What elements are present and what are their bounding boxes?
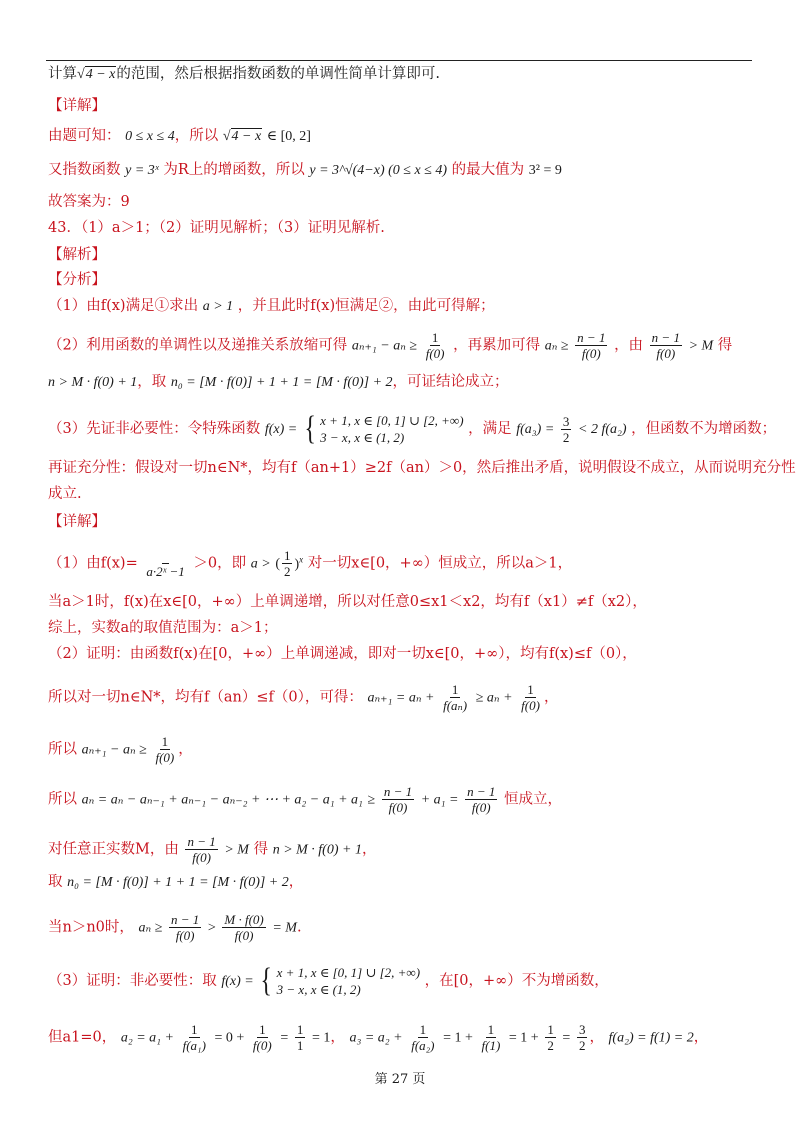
detail-line-6: 所以 aₙ₊₁ − aₙ ≥ $\frac{1}{f(0)}$ ，: [48, 734, 193, 765]
analysis-part-1: （1）由f(x)满足①求出 a > 1 ，并且此时f(x)恒满足②，由此可得解；: [48, 298, 495, 314]
fraction: $\frac{n - 1}{f(0)}$: [577, 330, 606, 361]
fraction: $\frac{1}{1}$: [296, 1022, 304, 1053]
fraction: $\frac{M \cdot f(0)}{f(0)}$: [224, 912, 264, 943]
analysis-sufficiency-end: 成立.: [48, 486, 82, 502]
detail-line-12: 但a1=0， a₂ = a₁ + $\frac{1}{\text{f(a₁)}}$ = 0 + $\frac{1}{f(0)}$ = $\frac{1}{1}$ = 1， a₃ = a₂ + $\frac{1}{\text{f(a₂)}}$ = 1 + $\frac{1}{f(1)}$ = 1 + $\frac{1}{2}$ = $\frac{3}{2}$ ， f(a₂) = f(1) = 2，: [48, 1022, 709, 1053]
question-43-answers: 43．（1）a＞1；（2）证明见解析；（3）证明见解析.: [48, 220, 385, 236]
fraction: $\frac{1}{\text{f(aₙ)}}$: [443, 682, 468, 713]
detail-line-9: 取 n₀ = [M · f(0)] + 1 + 1 = [M · f(0)] + 2，: [48, 874, 304, 890]
analysis-part-2b: n > M · f(0) + 1，取 n₀ = [M · f(0)] + 1 + 1 = [M · f(0)] + 2，可证结论成立；: [48, 374, 509, 390]
fraction: $\frac{n - 1}{f(0)}$: [187, 834, 216, 865]
detail-line-2: 当a＞1时，f(x)在x∈[0，+∞）上单调递增，所以对任意0≤x1＜x2，均有f（x1）≠f（x2），: [48, 594, 647, 610]
fraction: $\frac{1}{2}$: [283, 548, 291, 579]
fraction: $\frac{1}{f(0)}$: [425, 330, 445, 361]
analysis-part-3: （3）先证非必要性：令特殊函数 f(x) = { x + 1, x ∈ [0, 1] ∪ [2, +∞) 3 − x, x ∈ (1, 2) ，满足 f(a₃) = $\frac{3}{2}$ < 2 f(a₂) ，但函数不为增函数；: [48, 410, 777, 447]
detail-heading-1: 【详解】: [48, 98, 106, 114]
detail-line-8: 对任意正实数M，由 $\frac{n - 1}{f(0)}$ > M 得 n > M · f(0) + 1，: [48, 834, 377, 865]
detail-line-10: 当n＞n0时， aₙ ≥ $\frac{n - 1}{f(0)}$ > $\frac{M \cdot f(0)}{f(0)}$ = M.: [48, 912, 302, 943]
fraction: $\frac{n - 1}{f(0)}$: [467, 784, 496, 815]
piecewise-function: { x + 1, x ∈ [0, 1] ∪ [2, +∞) 3 − x, x ∈ (1, 2): [304, 410, 464, 447]
jiexi-heading: 【解析】: [48, 247, 106, 263]
detail-line-3: 综上，实数a的取值范围为：a＞1；: [48, 620, 278, 636]
fraction: $\frac{1}{f(0)}$: [252, 1022, 272, 1053]
fraction: a·2ˣ −1: [144, 548, 186, 579]
answer-line: 故答案为：9: [48, 194, 130, 210]
header-rule: [46, 60, 752, 61]
detail-line-4: （2）证明：由函数f(x)在[0，+∞）上单调递减，即对一切x∈[0，+∞），均有f(x)≤f（0），: [48, 646, 637, 662]
analysis-sufficiency: 再证充分性：假设对一切n∈N*，均有f（an+1）≥2f（an）＞0，然后推出矛盾，说明假设不成立，从而说明充分性: [48, 460, 796, 476]
detail-part-1: （1）由f(x)= a·2ˣ −1 ＞0，即 a > ( $\frac{1}{2}$ )$^x$ 对一切x∈[0，+∞）恒成立，所以a＞1，: [48, 548, 573, 579]
fraction: $\frac{3}{2}$: [562, 413, 570, 445]
fraction: $\frac{3}{2}$: [578, 1022, 586, 1053]
detail-line-5: 所以对一切n∈N*，均有f（an）≤f（0），可得： aₙ₊₁ = aₙ + $\frac{1}{\text{f(aₙ)}}$ ≥ aₙ + $\frac{1}{f(0)}$ ，: [48, 682, 559, 713]
fraction: $\frac{1}{f(1)}$: [481, 1022, 501, 1053]
fraction: $\frac{n - 1}{f(0)}$: [651, 330, 680, 361]
fraction: $\frac{1}{\text{f(a₂)}}$: [411, 1022, 435, 1053]
page-number: 第 27 页: [374, 1072, 426, 1087]
detail-line-7: 所以 aₙ = aₙ − aₙ₋₁ + aₙ₋₁ − aₙ₋₂ + ⋯ + a₂ − a₁ + a₁ ≥ $\frac{n - 1}{f(0)}$ + a₁ = $\frac{n - 1}{f(0)}$ 恒成立，: [48, 784, 562, 815]
detail-line-max: 又指数函数 y = 3ˣ 为R上的增函数，所以 y = 3^√(4−x) (0 ≤ x ≤ 4) 的最大值为 3² = 9: [48, 162, 562, 178]
fraction: $\frac{1}{f(0)}$: [155, 734, 175, 765]
fraction: $\frac{1}{f(0)}$: [521, 682, 540, 713]
fraction: $\frac{n - 1}{f(0)}$: [383, 784, 413, 815]
detail-heading-2: 【详解】: [48, 514, 106, 530]
fraction: $\frac{1}{2}$: [547, 1022, 554, 1053]
analysis-tail-line: 计算√4 − x的范围，然后根据指数函数的单调性简单计算即可.: [48, 66, 440, 82]
detail-line-range: 由题可知： 0 ≤ x ≤ 4，所以 √4 − x ∈ [0, 2]: [48, 128, 311, 144]
analysis-part-2: （2）利用函数的单调性以及递推关系放缩可得 aₙ₊₁ − aₙ ≥ $\frac{1}{f(0)}$ ，再累加可得 aₙ ≥ $\frac{n - 1}{f(0)}$ ，由 $\frac{n - 1}{f(0)}$ > M 得: [48, 330, 733, 361]
fraction: $\frac{n - 1}{f(0)}$: [170, 912, 200, 943]
fraction: $\frac{1}{\text{f(a₁)}}$: [182, 1022, 206, 1053]
detail-line-11: （3）证明：非必要性：取 f(x) = { x + 1, x ∈ [0, 1] ∪ [2, +∞) 3 − x, x ∈ (1, 2) ，在[0，+∞）不为增函数，: [48, 962, 609, 999]
piecewise-function: { x + 1, x ∈ [0, 1] ∪ [2, +∞) 3 − x, x ∈ (1, 2): [260, 962, 421, 999]
fenxi-heading: 【分析】: [48, 272, 106, 288]
